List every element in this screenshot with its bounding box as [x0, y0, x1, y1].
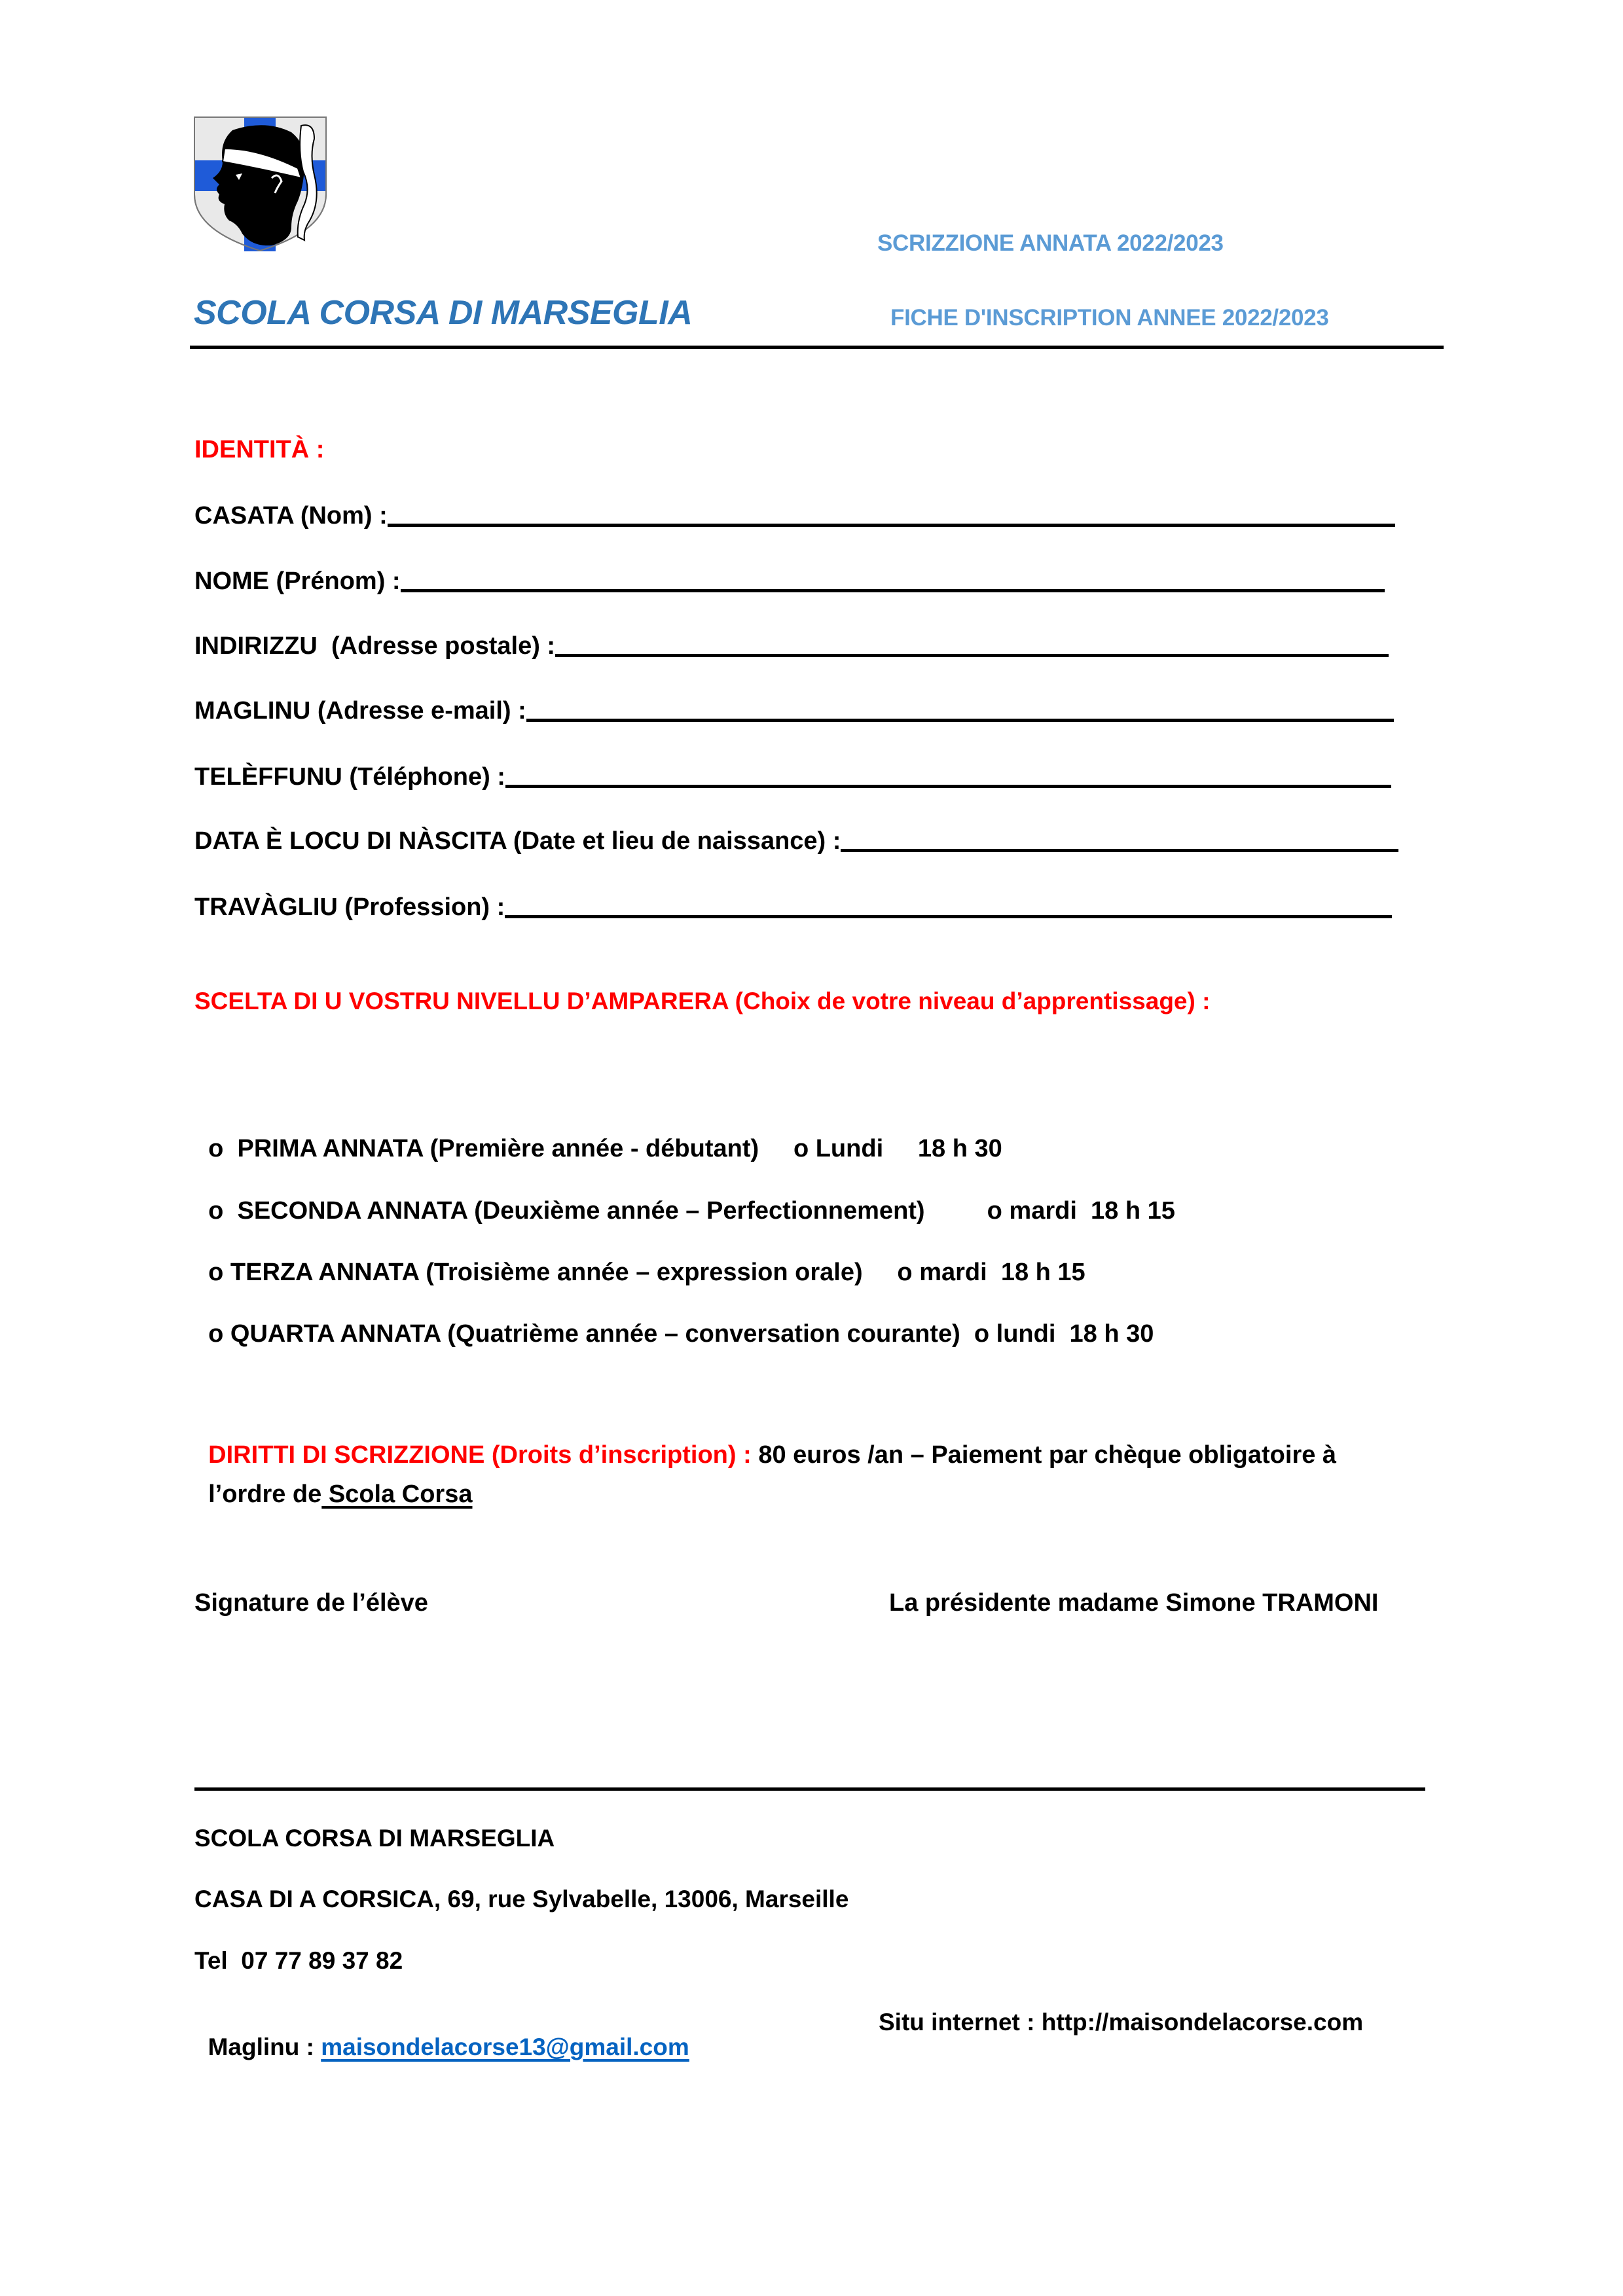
level-option-quarta[interactable] [194, 1297, 1154, 1346]
checkbox-icon[interactable]: o [208, 1135, 224, 1162]
field-label: TELÈFFUNU (Téléphone) : [194, 763, 505, 791]
checkbox-icon[interactable]: o [208, 1320, 224, 1348]
level-option-seconda[interactable] [194, 1174, 1175, 1223]
field-label: TRAVÀGLIU (Profession) : [194, 893, 505, 921]
option-time: 18 h 30 [1069, 1320, 1154, 1348]
option-label: PRIMA ANNATA (Première année - débutant) [237, 1135, 759, 1162]
level-heading: SCELTA DI U VOSTRU NIVELLU D’AMPARERA (Choix de votre niveau d’apprentissage) : [194, 988, 1211, 1014]
fees-order-prefix: l’ordre de [208, 1480, 322, 1508]
indirizzu-input[interactable] [555, 634, 1389, 657]
option-time: 18 h 15 [1091, 1197, 1175, 1225]
footer-email-label: Maglinu : [208, 2034, 321, 2060]
footer-divider [194, 1787, 1425, 1791]
option-time: 18 h 30 [917, 1135, 1002, 1162]
checkbox-icon[interactable]: o [793, 1135, 809, 1162]
option-time: 18 h 15 [1000, 1259, 1085, 1286]
email-link[interactable]: maisondelacorse13@gmail.com [321, 2034, 689, 2060]
data-locu-nascita-input[interactable] [841, 829, 1398, 852]
field-travagliu [194, 893, 1392, 920]
fees-payee: Scola Corsa [321, 1480, 473, 1508]
president-signature-label: La présidente madame Simone TRAMONI [889, 1589, 1379, 1617]
checkbox-icon[interactable]: o [987, 1197, 1002, 1225]
checkbox-icon[interactable]: o [208, 1197, 224, 1225]
option-day: mardi [919, 1259, 987, 1286]
field-indirizzu [194, 632, 1389, 658]
checkbox-icon[interactable]: o [208, 1259, 224, 1286]
corsican-moor-head-logo [193, 116, 327, 252]
footer-website[interactable]: Situ internet : http://maisondelacorse.com [879, 2009, 1364, 2036]
fees-order-line [194, 1457, 473, 1507]
fees-heading: DIRITTI DI SCRIZZIONE (Droits d’inscription) : [208, 1441, 752, 1469]
teleffunu-input[interactable] [505, 765, 1391, 788]
subtitle-french: FICHE D'INSCRIPTION ANNEE 2022/2023 [890, 305, 1329, 331]
identity-heading: IDENTITÀ : [194, 436, 325, 463]
field-maglinu [194, 697, 1394, 723]
field-label: INDIRIZZU (Adresse postale) : [194, 632, 556, 660]
level-option-prima[interactable] [194, 1111, 1002, 1161]
field-casata [194, 502, 1395, 528]
footer-phone: Tel 07 77 89 37 82 [194, 1947, 403, 1974]
school-title: SCOLA CORSA DI MARSEGLIA [194, 294, 693, 332]
option-day: lundi [996, 1320, 1056, 1348]
casata-input[interactable] [388, 504, 1395, 527]
fees-amount: 80 euros /an – Paiement par chèque obligatoire à [751, 1441, 1337, 1469]
field-label: DATA È LOCU DI NÀSCITA (Date et lieu de naissance) : [194, 827, 841, 855]
header-divider [190, 346, 1444, 349]
option-day: Lundi [815, 1135, 884, 1162]
subtitle-corsican: SCRIZZIONE ANNATA 2022/2023 [877, 230, 1224, 256]
maglinu-input[interactable] [526, 699, 1394, 722]
nome-input[interactable] [401, 569, 1385, 592]
travagliu-input[interactable] [505, 895, 1392, 918]
option-label: SECONDA ANNATA (Deuxième année – Perfectionnement) [237, 1197, 925, 1225]
field-label: NOME (Prénom) : [194, 567, 401, 595]
option-day: mardi [1009, 1197, 1077, 1225]
option-label: TERZA ANNATA (Troisième année – expression orale) [230, 1259, 863, 1286]
field-data-locu-nascita [194, 827, 1398, 853]
field-nome [194, 567, 1385, 594]
option-label: QUARTA ANNATA (Quatrième année – conversation courante) [230, 1320, 960, 1348]
field-label: CASATA (Nom) : [194, 502, 388, 529]
field-label: MAGLINU (Adresse e-mail) : [194, 697, 526, 725]
footer-address: CASA DI A CORSICA, 69, rue Sylvabelle, 13006, Marseille [194, 1886, 849, 1912]
footer-email-line [194, 2010, 689, 2060]
footer-org: SCOLA CORSA DI MARSEGLIA [194, 1825, 555, 1852]
level-option-terza[interactable] [194, 1235, 1085, 1285]
student-signature-label: Signature de l’élève [194, 1589, 428, 1617]
field-teleffunu [194, 763, 1391, 789]
checkbox-icon[interactable]: o [974, 1320, 990, 1348]
checkbox-icon[interactable]: o [897, 1259, 913, 1286]
